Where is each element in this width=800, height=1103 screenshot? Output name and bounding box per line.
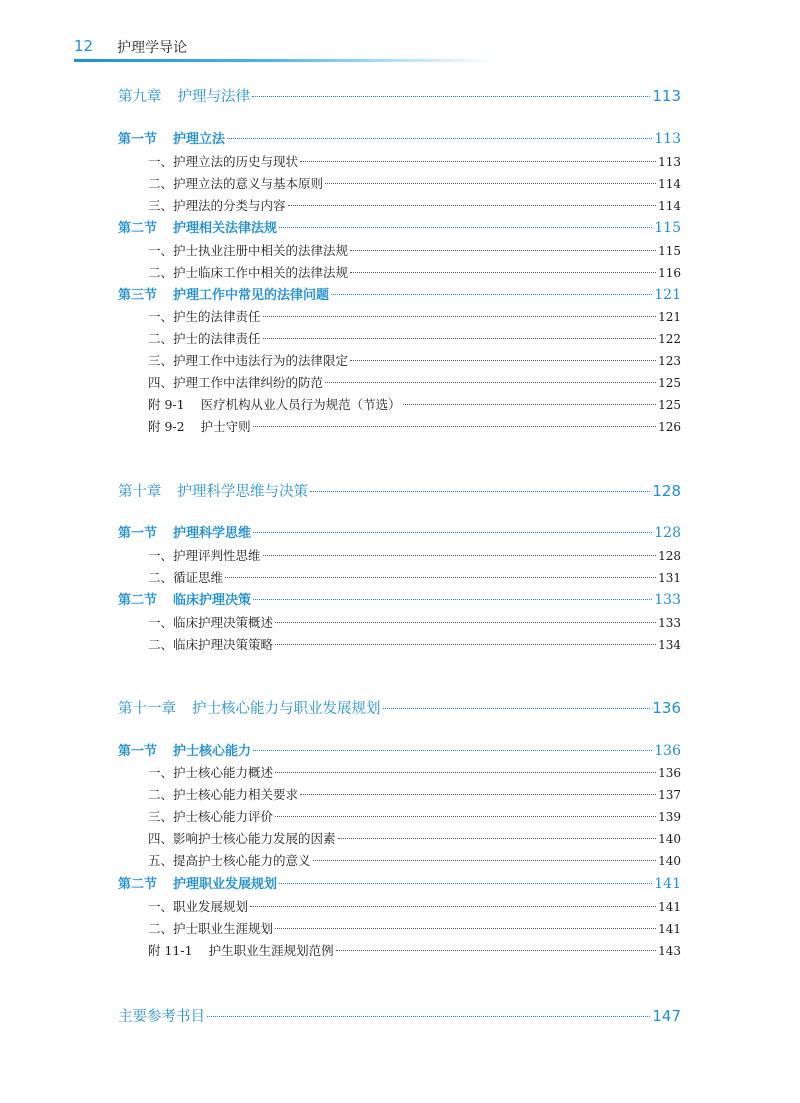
dot-leader [325,183,656,184]
toc-entry-title [148,329,261,347]
toc-page-number: 141 [658,900,681,914]
toc-page-number: 134 [658,638,681,652]
toc-page-number: 133 [658,616,681,630]
toc-section[interactable] [118,284,681,303]
toc-page-number: 136 [654,743,681,759]
toc-page-number: 136 [658,766,681,780]
toc-entry-title [148,763,273,781]
dot-leader [275,622,656,623]
toc-entry-prefix: 第二节 [118,221,158,236]
toc-entry-text: 五、提高护士核心能力的意义 [148,853,311,868]
toc-entry-title [148,395,401,413]
dot-leader [350,250,656,251]
toc-entry-text: 护士核心能力与职业发展规划 [192,701,381,717]
toc-item[interactable] [118,174,681,192]
toc-item[interactable] [118,241,681,259]
toc-entry-text: 四、影响护士核心能力发展的因素 [148,831,336,846]
toc-entry-title [118,873,277,892]
toc-item[interactable] [118,941,681,959]
dot-leader [275,816,656,817]
dot-leader [350,360,656,361]
dot-leader [253,426,656,427]
toc-entry-title [148,417,251,435]
toc-page-number: 133 [654,592,681,608]
toc-chapter[interactable] [118,697,681,718]
toc-page-number: 137 [658,788,681,802]
toc-entry-title [118,589,251,608]
toc-entry-text: 四、护理工作中法律纠纷的防范 [148,375,324,390]
toc-item[interactable] [118,329,681,347]
toc-page-number: 141 [658,922,681,936]
toc-entry-text: 二、循证思维 [148,570,224,585]
toc-page-number: 113 [658,155,681,169]
toc-page-number: 128 [652,482,681,500]
toc-entry-text: 二、临床护理决策策略 [148,637,274,652]
toc-entry-text: 护理相关法律法规 [173,221,278,236]
toc-entry-title [148,263,348,281]
toc-entry-text: 主要参考书目 [118,1009,205,1025]
toc-entry-prefix: 第一节 [118,132,158,147]
toc-entry-prefix: 第一节 [118,744,158,759]
dot-leader [263,316,657,317]
toc-entry-title [148,919,273,937]
toc-entry-text: 二、护士核心能力相关要求 [148,787,299,802]
dot-leader [350,272,656,273]
toc-item[interactable] [118,263,681,281]
toc-entry-title [118,522,251,541]
toc-item[interactable] [118,196,681,214]
dot-leader [253,532,652,533]
toc-entry-prefix: 第十章 [118,484,162,500]
toc-item[interactable] [118,373,681,391]
toc-item[interactable] [118,897,681,915]
toc-entry-text: 三、护士核心能力评价 [148,809,274,824]
toc-entry-title [148,613,273,631]
toc-entry-text: 护理职业发展规划 [173,877,278,892]
toc-page-number: 121 [658,310,681,324]
toc-item[interactable] [118,546,681,564]
toc-page-number: 113 [654,131,681,147]
dot-leader [263,555,657,556]
toc-entry-title [148,546,261,564]
toc-entry-prefix: 第一节 [118,526,158,541]
dot-leader [227,138,652,139]
toc-item[interactable] [118,635,681,653]
toc-page-number: 125 [658,376,681,390]
toc-entry-prefix: 附 9-1 [148,397,185,412]
toc-entry-title [118,85,250,106]
toc-item[interactable] [118,395,681,413]
toc-section[interactable] [118,873,681,892]
toc-chapter[interactable] [118,85,681,106]
toc-entry-title [148,568,223,586]
toc-page-number: 113 [652,87,681,105]
toc-item[interactable] [118,829,681,847]
toc-entry-text: 一、临床护理决策概述 [148,615,274,630]
dot-leader [288,205,657,206]
toc-entry-title [148,373,323,391]
dot-leader [279,227,652,228]
toc-entry-text: 医疗机构从业人员行为规范（节选） [200,397,401,412]
toc-entry-text: 二、护士临床工作中相关的法律法规 [148,265,349,280]
toc-page-number: 123 [658,354,681,368]
toc-entry-title [118,284,329,303]
toc-page-number: 126 [658,420,681,434]
toc-page-number: 139 [658,810,681,824]
toc-entry-text: 临床护理决策 [173,593,252,608]
toc-entry-title [148,851,311,869]
dot-leader [300,161,656,162]
dot-leader [310,491,650,492]
toc-item[interactable] [118,307,681,325]
toc-item[interactable] [118,785,681,803]
dot-leader [207,1016,650,1017]
toc-entry-title [118,740,251,759]
toc-section[interactable] [118,589,681,608]
toc-item[interactable] [118,851,681,869]
toc-section[interactable] [118,522,681,541]
toc-chapter[interactable] [118,1005,681,1026]
toc-page-number: 114 [658,177,681,191]
toc-entry-text: 一、护理评判性思维 [148,548,261,563]
toc-page-number: 125 [658,398,681,412]
toc-entry-text: 护理科学思维 [173,526,252,541]
toc-page-number: 131 [658,571,681,585]
toc-entry-title [148,941,334,959]
toc-entry-text: 一、职业发展规划 [148,899,249,914]
dot-leader [325,382,656,383]
book-title: 护理学导论 [117,40,187,56]
toc-item[interactable] [118,417,681,435]
toc-entry-title [148,174,323,192]
toc-entry-prefix: 第三节 [118,288,158,303]
dot-leader [263,338,657,339]
toc-entry-text: 护士核心能力 [173,744,252,759]
toc-entry-text: 护理与法律 [177,89,250,105]
toc-entry-title [148,152,298,170]
dot-leader [253,599,652,600]
dot-leader [300,794,656,795]
toc-entry-prefix: 附 11-1 [148,943,193,958]
toc-page-number: 143 [658,944,681,958]
dot-leader [275,772,656,773]
toc-item[interactable] [118,807,681,825]
toc-item[interactable] [118,763,681,781]
toc-entry-title [148,351,348,369]
toc-page-number: 141 [654,876,681,892]
toc-entry-title [118,1005,205,1026]
toc-item[interactable] [118,351,681,369]
dot-leader [383,708,651,709]
toc-chapter[interactable] [118,480,681,501]
toc-section[interactable] [118,128,681,147]
toc-entry-prefix: 第九章 [118,89,162,105]
toc-entry-title [148,829,336,847]
toc-section[interactable] [118,740,681,759]
toc-entry-title [148,785,298,803]
toc-entry-text: 一、护士核心能力概述 [148,765,274,780]
toc-entry-text: 护理科学思维与决策 [177,484,308,500]
toc-entry-text: 二、护理立法的意义与基本原则 [148,176,324,191]
dot-leader [279,883,652,884]
toc-entry-text: 二、护士的法律责任 [148,331,261,346]
toc-entry-text: 护士守则 [200,419,251,434]
toc-entry-text: 一、护理立法的历史与现状 [148,154,299,169]
toc-entry-title [148,307,261,325]
dot-leader [336,950,657,951]
dot-leader [252,96,650,97]
toc-entry-text: 一、护生的法律责任 [148,309,261,324]
toc-entry-title [148,635,273,653]
toc-entry-text: 护生职业生涯规划范例 [208,943,334,958]
header-rule [74,59,494,62]
toc-page-number: 115 [654,220,681,236]
toc-page-number: 140 [658,832,681,846]
toc-entry-text: 三、护理工作中违法行为的法律限定 [148,353,349,368]
toc-entry-title [148,241,348,259]
toc-page-number: 136 [652,699,681,717]
toc-page-number: 122 [658,332,681,346]
toc-entry-text: 护理立法 [173,132,226,147]
toc-item[interactable] [118,152,681,170]
toc-page-number: 140 [658,854,681,868]
toc-entry-title [118,128,225,147]
toc-item[interactable] [118,919,681,937]
toc-page-number: 128 [658,549,681,563]
dot-leader [275,644,656,645]
toc-entry-prefix: 第二节 [118,593,158,608]
running-header [74,34,504,64]
toc-entry-title [148,196,286,214]
dot-leader [313,860,657,861]
toc-page-number: 115 [658,244,681,258]
page-number: 12 [74,37,94,55]
dot-leader [225,577,656,578]
toc-entry-title [118,217,277,236]
toc-page-number: 114 [658,199,681,213]
toc-entry-prefix: 第十一章 [118,701,176,717]
toc-item[interactable] [118,613,681,631]
toc-entry-title [148,807,273,825]
dot-leader [403,404,656,405]
toc-page-number: 121 [654,287,681,303]
dot-leader [275,928,656,929]
dot-leader [338,838,657,839]
toc-item[interactable] [118,568,681,586]
toc-page-number: 128 [654,525,681,541]
toc-entry-prefix: 第二节 [118,877,158,892]
toc-entry-text: 一、护士执业注册中相关的法律法规 [148,243,349,258]
toc-entry-title [118,697,381,718]
toc-entry-title [148,897,248,915]
toc-entry-text: 三、护理法的分类与内容 [148,198,286,213]
toc-section[interactable] [118,217,681,236]
dot-leader [253,750,652,751]
dot-leader [250,906,656,907]
toc-entry-prefix: 附 9-2 [148,419,185,434]
toc-page-number: 147 [652,1007,681,1025]
dot-leader [331,294,652,295]
toc-page-number: 116 [658,266,681,280]
toc-entry-text: 护理工作中常见的法律问题 [173,288,330,303]
toc-entry-text: 二、护士职业生涯规划 [148,921,274,936]
toc-entry-title [118,480,308,501]
